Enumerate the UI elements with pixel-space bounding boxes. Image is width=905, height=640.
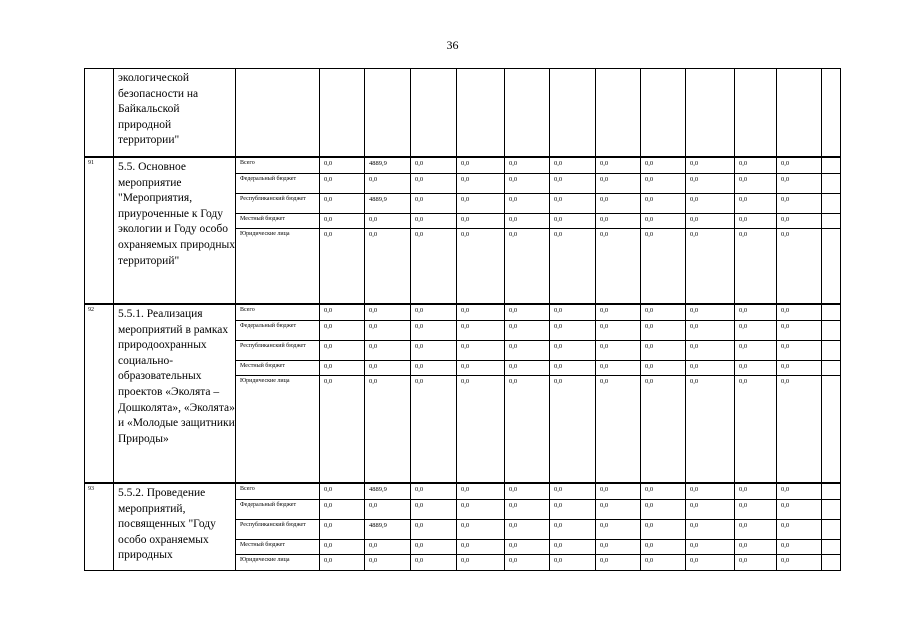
value-cell xyxy=(365,69,411,157)
value-cell: 0,0 xyxy=(641,484,686,500)
value-cell: 0,0 xyxy=(686,540,735,555)
value-cell: 0,0 xyxy=(505,214,550,229)
value-cell: 0,0 xyxy=(365,361,411,376)
value-cell: 0,0 xyxy=(320,158,365,174)
value-cell: 0,0 xyxy=(686,194,735,214)
value-cell: 0,0 xyxy=(777,158,822,174)
measure-name: 5.5.2. Проведение мероприятий, посвященных "Году особо охраняемых природных xyxy=(114,484,236,571)
measure-name: 5.5. Основное мероприятие "Мероприятия, приуроченные к Году экологии и Году особо охраняемых природных территорий" xyxy=(114,158,236,304)
value-cell: 0,0 xyxy=(457,484,505,500)
value-cell: 0,0 xyxy=(686,341,735,361)
value-cell: 0,0 xyxy=(365,500,411,520)
value-cell: 0,0 xyxy=(365,555,411,571)
value-cell: 0,0 xyxy=(735,484,777,500)
value-cell: 0,0 xyxy=(505,321,550,341)
value-cell: 0,0 xyxy=(411,194,457,214)
value-cell: 0,0 xyxy=(641,555,686,571)
value-cell: 0,0 xyxy=(505,520,550,540)
source-cell xyxy=(236,69,320,157)
value-cell: 0,0 xyxy=(457,214,505,229)
value-cell: 0,0 xyxy=(735,214,777,229)
value-cell: 0,0 xyxy=(641,500,686,520)
funding-source-label: Республиканский бюджет xyxy=(236,341,320,361)
value-cell: 0,0 xyxy=(505,555,550,571)
value-cell: 0,0 xyxy=(686,174,735,194)
funding-source-label: Республиканский бюджет xyxy=(236,520,320,540)
value-cell xyxy=(777,69,822,157)
value-cell: 0,0 xyxy=(320,174,365,194)
value-cell: 0,0 xyxy=(457,174,505,194)
value-cell: 0,0 xyxy=(596,361,641,376)
value-cell: 0,0 xyxy=(505,484,550,500)
value-cell: 0,0 xyxy=(457,500,505,520)
value-cell: 0,0 xyxy=(505,158,550,174)
value-cell: 0,0 xyxy=(320,321,365,341)
value-cell: 0,0 xyxy=(596,520,641,540)
value-cell: 0,0 xyxy=(735,321,777,341)
funding-source-label: Юридические лица xyxy=(236,229,320,304)
value-cell: 0,0 xyxy=(641,305,686,321)
funding-source-label: Всего xyxy=(236,158,320,174)
value-cell: 0,0 xyxy=(735,174,777,194)
funding-source-label: Местный бюджет xyxy=(236,214,320,229)
empty-cell xyxy=(822,484,841,500)
value-cell: 0,0 xyxy=(411,500,457,520)
value-cell: 0,0 xyxy=(735,500,777,520)
value-cell xyxy=(686,69,735,157)
value-cell: 0,0 xyxy=(505,540,550,555)
value-cell: 0,0 xyxy=(641,321,686,341)
measure-block xyxy=(84,483,841,571)
value-cell: 0,0 xyxy=(365,376,411,483)
value-cell: 0,0 xyxy=(457,341,505,361)
value-cell: 0,0 xyxy=(735,555,777,571)
value-cell: 0,0 xyxy=(686,520,735,540)
value-cell: 0,0 xyxy=(735,341,777,361)
value-cell: 0,0 xyxy=(457,361,505,376)
value-cell xyxy=(822,69,841,157)
value-cell: 0,0 xyxy=(550,500,596,520)
value-cell: 0,0 xyxy=(777,174,822,194)
value-cell: 0,0 xyxy=(320,361,365,376)
value-cell: 0,0 xyxy=(641,540,686,555)
value-cell: 0,0 xyxy=(320,484,365,500)
measure-block xyxy=(84,157,841,304)
value-cell: 0,0 xyxy=(777,540,822,555)
value-cell: 0,0 xyxy=(411,158,457,174)
value-cell: 0,0 xyxy=(550,305,596,321)
value-cell xyxy=(457,69,505,157)
value-cell: 0,0 xyxy=(550,174,596,194)
value-cell: 0,0 xyxy=(365,540,411,555)
value-cell: 4889,9 xyxy=(365,520,411,540)
value-cell: 0,0 xyxy=(596,540,641,555)
value-cell: 0,0 xyxy=(550,194,596,214)
value-cell: 0,0 xyxy=(596,194,641,214)
value-cell: 0,0 xyxy=(550,520,596,540)
value-cell: 0,0 xyxy=(550,540,596,555)
value-cell: 0,0 xyxy=(411,305,457,321)
value-cell: 0,0 xyxy=(411,376,457,483)
value-cell: 0,0 xyxy=(777,214,822,229)
value-cell: 0,0 xyxy=(686,158,735,174)
empty-cell xyxy=(822,540,841,555)
value-cell: 0,0 xyxy=(641,194,686,214)
empty-cell xyxy=(822,214,841,229)
funding-source-label: Федеральный бюджет xyxy=(236,500,320,520)
value-cell: 0,0 xyxy=(411,484,457,500)
funding-source-label: Республиканский бюджет xyxy=(236,194,320,214)
value-cell: 0,0 xyxy=(596,174,641,194)
value-cell: 0,0 xyxy=(411,321,457,341)
value-cell: 0,0 xyxy=(365,305,411,321)
value-cell: 0,0 xyxy=(320,214,365,229)
funding-source-label: Местный бюджет xyxy=(236,540,320,555)
value-cell: 4889,9 xyxy=(365,194,411,214)
value-cell xyxy=(735,69,777,157)
value-cell: 0,0 xyxy=(641,158,686,174)
value-cell: 0,0 xyxy=(596,376,641,483)
value-cell: 0,0 xyxy=(641,520,686,540)
value-cell: 0,0 xyxy=(686,555,735,571)
value-cell: 0,0 xyxy=(457,229,505,304)
value-cell: 4889,9 xyxy=(365,484,411,500)
value-cell: 0,0 xyxy=(320,341,365,361)
value-cell: 0,0 xyxy=(320,305,365,321)
value-cell: 0,0 xyxy=(735,361,777,376)
value-cell: 0,0 xyxy=(596,321,641,341)
value-cell: 0,0 xyxy=(365,341,411,361)
value-cell: 0,0 xyxy=(411,361,457,376)
value-cell: 0,0 xyxy=(457,555,505,571)
table-row xyxy=(85,305,841,321)
value-cell: 0,0 xyxy=(641,229,686,304)
value-cell: 0,0 xyxy=(457,158,505,174)
value-cell: 0,0 xyxy=(735,194,777,214)
value-cell: 0,0 xyxy=(735,520,777,540)
value-cell: 0,0 xyxy=(596,214,641,229)
empty-cell xyxy=(822,321,841,341)
value-cell xyxy=(505,69,550,157)
table-row xyxy=(85,158,841,174)
value-cell: 0,0 xyxy=(777,484,822,500)
funding-source-label: Федеральный бюджет xyxy=(236,174,320,194)
empty-cell xyxy=(822,194,841,214)
empty-cell xyxy=(822,174,841,194)
empty-cell xyxy=(822,500,841,520)
value-cell: 0,0 xyxy=(777,500,822,520)
value-cell: 0,0 xyxy=(777,361,822,376)
value-cell: 0,0 xyxy=(777,321,822,341)
value-cell: 0,0 xyxy=(641,174,686,194)
value-cell: 0,0 xyxy=(320,376,365,483)
value-cell: 0,0 xyxy=(365,174,411,194)
empty-cell xyxy=(822,229,841,304)
value-cell: 0,0 xyxy=(505,500,550,520)
value-cell: 0,0 xyxy=(641,376,686,483)
value-cell: 0,0 xyxy=(641,361,686,376)
value-cell: 4889,9 xyxy=(365,158,411,174)
row-number-cell: 92 xyxy=(85,305,114,483)
value-cell: 0,0 xyxy=(411,555,457,571)
value-cell: 0,0 xyxy=(735,305,777,321)
empty-cell xyxy=(822,520,841,540)
funding-source-label: Юридические лица xyxy=(236,555,320,571)
funding-source-label: Местный бюджет xyxy=(236,361,320,376)
value-cell: 0,0 xyxy=(320,555,365,571)
measure-block xyxy=(84,304,841,483)
value-cell: 0,0 xyxy=(411,214,457,229)
value-cell xyxy=(596,69,641,157)
value-cell: 0,0 xyxy=(550,555,596,571)
value-cell: 0,0 xyxy=(411,174,457,194)
value-cell: 0,0 xyxy=(320,500,365,520)
value-cell: 0,0 xyxy=(777,555,822,571)
value-cell: 0,0 xyxy=(686,214,735,229)
funding-source-label: Всего xyxy=(236,484,320,500)
measure-name: 5.5.1. Реализация мероприятий в рамках природоохранных социально-образовательных проектов «Эколята – Дошколята», «Эколята» и «Молодые защитники Природы» xyxy=(114,305,236,483)
value-cell: 0,0 xyxy=(505,194,550,214)
value-cell: 0,0 xyxy=(550,484,596,500)
value-cell: 0,0 xyxy=(411,540,457,555)
value-cell: 0,0 xyxy=(777,341,822,361)
value-cell: 0,0 xyxy=(735,376,777,483)
row-number-cell: 91 xyxy=(85,158,114,304)
value-cell: 0,0 xyxy=(457,305,505,321)
row-number-cell xyxy=(85,69,114,157)
value-cell: 0,0 xyxy=(365,214,411,229)
value-cell: 0,0 xyxy=(457,194,505,214)
value-cell: 0,0 xyxy=(320,540,365,555)
row-number-cell: 93 xyxy=(85,484,114,571)
page-number: 36 xyxy=(446,38,459,52)
value-cell: 0,0 xyxy=(596,158,641,174)
value-cell: 0,0 xyxy=(550,361,596,376)
funding-table xyxy=(84,68,841,571)
empty-cell xyxy=(822,361,841,376)
value-cell: 0,0 xyxy=(457,540,505,555)
value-cell: 0,0 xyxy=(686,484,735,500)
empty-cell xyxy=(822,341,841,361)
value-cell: 0,0 xyxy=(686,500,735,520)
measure-name: экологической безопасности на Байкальской природной территории" xyxy=(114,69,236,157)
value-cell: 0,0 xyxy=(641,214,686,229)
value-cell: 0,0 xyxy=(777,194,822,214)
value-cell: 0,0 xyxy=(550,229,596,304)
value-cell xyxy=(411,69,457,157)
value-cell: 0,0 xyxy=(735,158,777,174)
value-cell: 0,0 xyxy=(365,229,411,304)
value-cell: 0,0 xyxy=(777,376,822,483)
value-cell: 0,0 xyxy=(596,229,641,304)
value-cell: 0,0 xyxy=(686,321,735,341)
value-cell: 0,0 xyxy=(735,540,777,555)
empty-cell xyxy=(822,158,841,174)
value-cell: 0,0 xyxy=(777,305,822,321)
empty-cell xyxy=(822,555,841,571)
value-cell: 0,0 xyxy=(777,229,822,304)
value-cell: 0,0 xyxy=(686,361,735,376)
value-cell: 0,0 xyxy=(411,341,457,361)
value-cell: 0,0 xyxy=(550,376,596,483)
value-cell: 0,0 xyxy=(365,321,411,341)
value-cell: 0,0 xyxy=(686,229,735,304)
value-cell: 0,0 xyxy=(596,341,641,361)
funding-source-label: Юридические лица xyxy=(236,376,320,483)
value-cell: 0,0 xyxy=(596,305,641,321)
value-cell: 0,0 xyxy=(505,174,550,194)
value-cell: 0,0 xyxy=(596,500,641,520)
value-cell: 0,0 xyxy=(505,361,550,376)
value-cell: 0,0 xyxy=(320,520,365,540)
value-cell: 0,0 xyxy=(550,341,596,361)
value-cell: 0,0 xyxy=(686,305,735,321)
value-cell: 0,0 xyxy=(320,194,365,214)
value-cell: 0,0 xyxy=(505,305,550,321)
continuation-row xyxy=(84,68,841,157)
value-cell: 0,0 xyxy=(505,341,550,361)
value-cell: 0,0 xyxy=(457,376,505,483)
empty-cell xyxy=(822,305,841,321)
value-cell: 0,0 xyxy=(641,341,686,361)
value-cell: 0,0 xyxy=(550,321,596,341)
value-cell xyxy=(320,69,365,157)
funding-source-label: Федеральный бюджет xyxy=(236,321,320,341)
value-cell: 0,0 xyxy=(777,520,822,540)
value-cell: 0,0 xyxy=(411,520,457,540)
value-cell: 0,0 xyxy=(596,484,641,500)
value-cell: 0,0 xyxy=(596,555,641,571)
value-cell xyxy=(550,69,596,157)
value-cell: 0,0 xyxy=(735,229,777,304)
value-cell: 0,0 xyxy=(457,321,505,341)
value-cell xyxy=(641,69,686,157)
value-cell: 0,0 xyxy=(320,229,365,304)
empty-cell xyxy=(822,376,841,483)
value-cell: 0,0 xyxy=(505,376,550,483)
funding-source-label: Всего xyxy=(236,305,320,321)
value-cell: 0,0 xyxy=(550,158,596,174)
value-cell: 0,0 xyxy=(411,229,457,304)
value-cell: 0,0 xyxy=(686,376,735,483)
value-cell: 0,0 xyxy=(505,229,550,304)
table-row xyxy=(85,484,841,500)
value-cell: 0,0 xyxy=(550,214,596,229)
value-cell: 0,0 xyxy=(457,520,505,540)
